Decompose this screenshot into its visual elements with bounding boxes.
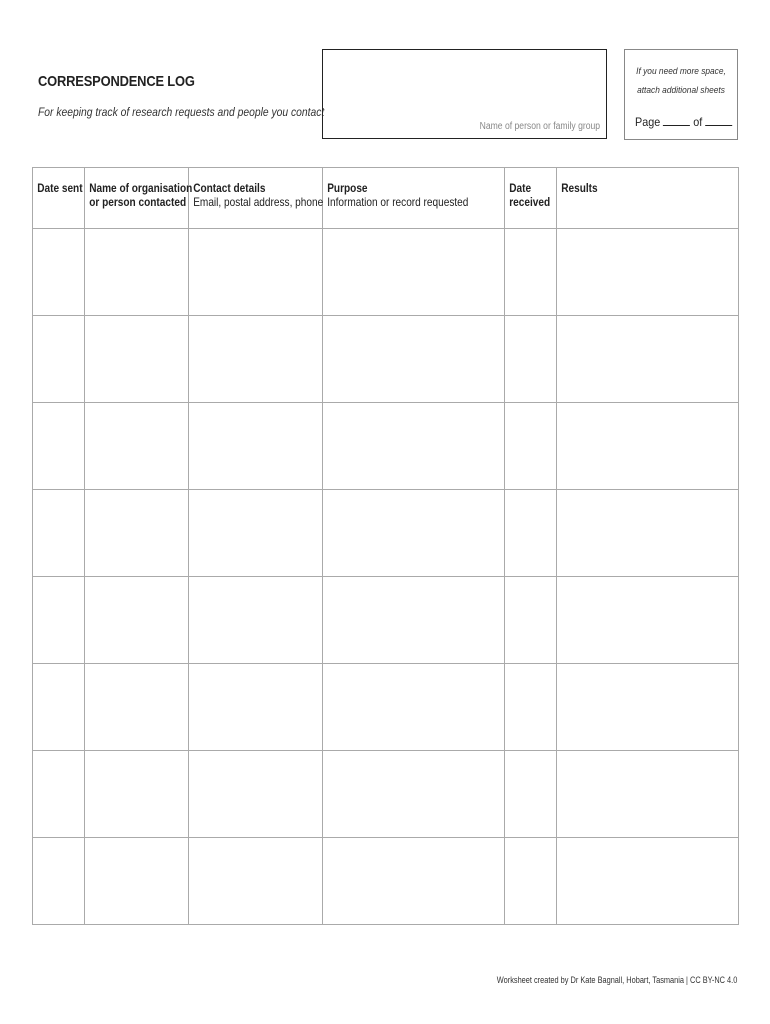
cell-organisation[interactable] <box>85 751 189 838</box>
cell-purpose[interactable] <box>323 751 505 838</box>
page-note <box>632 62 731 100</box>
cell-contact-details[interactable] <box>189 664 323 751</box>
column-label: Date <box>509 181 532 195</box>
cell-results[interactable] <box>557 403 739 490</box>
column-label: Name of organisation <box>89 181 193 195</box>
cell-results[interactable] <box>557 751 739 838</box>
footer-credit: Worksheet created by Dr Kate Bagnall, Hobart, Tasmania | CC BY-NC 4.0 <box>496 975 737 985</box>
cell-date-sent[interactable] <box>33 751 85 838</box>
page-count-box <box>624 49 738 140</box>
cell-purpose[interactable] <box>323 403 505 490</box>
table-row <box>33 838 739 925</box>
cell-date-received[interactable] <box>505 490 557 577</box>
column-header-date-received <box>505 168 557 229</box>
column-header-purpose <box>323 168 505 229</box>
cell-contact-details[interactable] <box>189 403 323 490</box>
cell-results[interactable] <box>557 838 739 925</box>
column-sublabel: received <box>509 195 551 209</box>
cell-organisation[interactable] <box>85 838 189 925</box>
table-row <box>33 751 739 838</box>
cell-date-sent[interactable] <box>33 577 85 664</box>
table-row <box>33 577 739 664</box>
column-header-contact-details <box>189 168 323 229</box>
of-label: of <box>693 115 703 129</box>
cell-organisation[interactable] <box>85 490 189 577</box>
cell-date-sent[interactable] <box>33 229 85 316</box>
cell-purpose[interactable] <box>323 577 505 664</box>
cell-date-received[interactable] <box>505 316 557 403</box>
cell-organisation[interactable] <box>85 403 189 490</box>
cell-date-received[interactable] <box>505 751 557 838</box>
cell-purpose[interactable] <box>323 490 505 577</box>
table-row <box>33 229 739 316</box>
cell-purpose[interactable] <box>323 316 505 403</box>
cell-date-sent[interactable] <box>33 403 85 490</box>
column-label: Contact details <box>193 181 266 195</box>
cell-results[interactable] <box>557 664 739 751</box>
cell-purpose[interactable] <box>323 838 505 925</box>
column-label: Results <box>561 181 598 195</box>
cell-date-sent[interactable] <box>33 316 85 403</box>
page-label: Page <box>635 115 661 129</box>
cell-contact-details[interactable] <box>189 316 323 403</box>
table-row <box>33 490 739 577</box>
cell-contact-details[interactable] <box>189 577 323 664</box>
table-row <box>33 664 739 751</box>
column-sublabel: or person contacted <box>89 195 187 209</box>
cell-date-received[interactable] <box>505 838 557 925</box>
cell-date-received[interactable] <box>505 664 557 751</box>
table-header-row <box>33 168 739 229</box>
column-sublabel: Information or record requested <box>327 195 469 209</box>
cell-purpose[interactable] <box>323 664 505 751</box>
cell-date-sent[interactable] <box>33 490 85 577</box>
cell-results[interactable] <box>557 490 739 577</box>
column-header-organisation <box>85 168 193 229</box>
page-subtitle: For keeping track of research requests and people you contact <box>38 105 325 119</box>
cell-results[interactable] <box>557 229 739 316</box>
page-note-line2: attach additional sheets <box>637 85 725 96</box>
column-label: Purpose <box>327 181 368 195</box>
cell-date-received[interactable] <box>505 229 557 316</box>
cell-date-received[interactable] <box>505 577 557 664</box>
page-number-line <box>635 113 732 129</box>
cell-contact-details[interactable] <box>189 490 323 577</box>
cell-organisation[interactable] <box>85 229 189 316</box>
column-header-date-sent <box>33 168 85 229</box>
cell-organisation[interactable] <box>85 664 189 751</box>
cell-contact-details[interactable] <box>189 229 323 316</box>
column-label: Date sent <box>37 181 83 195</box>
cell-organisation[interactable] <box>85 577 189 664</box>
column-header-results <box>557 168 739 229</box>
page-total-blank[interactable] <box>705 113 732 126</box>
cell-results[interactable] <box>557 316 739 403</box>
cell-purpose[interactable] <box>323 229 505 316</box>
cell-date-sent[interactable] <box>33 664 85 751</box>
cell-contact-details[interactable] <box>189 751 323 838</box>
table-row <box>33 316 739 403</box>
page-title: CORRESPONDENCE LOG <box>38 73 195 90</box>
column-sublabel: Email, postal address, phone <box>193 195 324 209</box>
cell-contact-details[interactable] <box>189 838 323 925</box>
cell-date-sent[interactable] <box>33 838 85 925</box>
name-field[interactable] <box>322 49 607 139</box>
table-row <box>33 403 739 490</box>
name-field-caption: Name of person or family group <box>479 121 600 132</box>
table-body <box>33 229 739 925</box>
page-note-line1: If you need more space, <box>636 66 726 77</box>
page-number-blank[interactable] <box>663 113 690 126</box>
cell-results[interactable] <box>557 577 739 664</box>
correspondence-table <box>32 167 739 925</box>
cell-date-received[interactable] <box>505 403 557 490</box>
cell-organisation[interactable] <box>85 316 189 403</box>
